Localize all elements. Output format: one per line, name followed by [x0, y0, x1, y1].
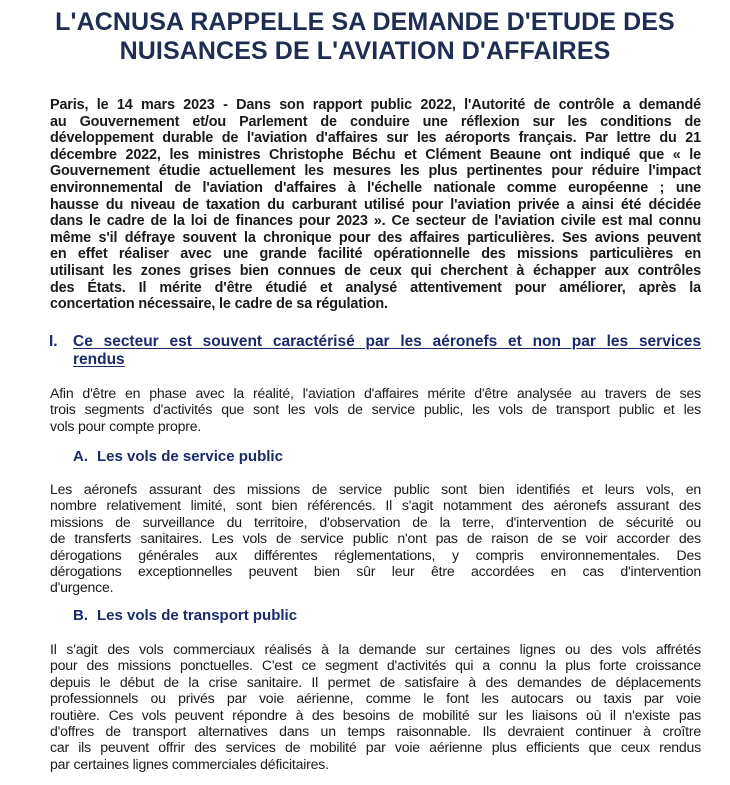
paragraph-line: Les aéronefs assurant des missions de service public sont bien identifiés et leurs vols, en [50, 481, 701, 497]
paragraph-line: Il s'agit des vols commerciaux réalisés à la demande sur certaines lignes ou des vols affrétés [50, 641, 701, 657]
paragraph-line: vols pour compte propre. [50, 417, 202, 434]
subsection-heading-a [73, 448, 283, 466]
intro-line: décembre 2022, les ministres Christophe Béchu et Clément Beaune ont indiqué que « le [50, 146, 701, 163]
paragraph-line: missions de surveillance du territoire, d'observation de la terre, d'intervention de sécurité ou [50, 513, 701, 530]
title-line: L'ACNUSA RAPPELLE SA DEMANDE D'ETUDE DES [55, 8, 675, 36]
intro-line: même s'il défraye souvent la chronique pour des affaires particulières. Ses avions peuvent [50, 229, 701, 246]
paragraph-line: Afin d'être en phase avec la réalité, l'aviation d'affaires mérite d'être analysée au travers de ses [50, 385, 701, 401]
paragraph-line: trois segments d'activités que sont les vols de service public, les vols de transport public et les [50, 401, 701, 418]
intro-paragraph [50, 97, 701, 313]
intro-line: au Gouvernement et/ou Parlement de conduire une réflexion sur les conditions de [50, 113, 701, 130]
paragraph-line: de transferts sanitaires. Les vols de service public n'ont pas de raison de se voir accorder des [50, 530, 701, 547]
paragraph-line: nombre relativement limité, sont bien référencés. Il s'agit notamment des aéronefs assurant des [50, 497, 701, 514]
subsection-letter: A. [73, 448, 88, 465]
intro-line: développement durable de l'aviation d'affaires sur les aéroports français. Par lettre du 21 [50, 130, 701, 147]
subsection-title: Les vols de service public [97, 448, 283, 465]
paragraph-line: d'offres de transport alternatives dans un temps raisonnable. Ils devraient continuer à croître [50, 723, 701, 740]
section-title-line: Ce secteur est souvent caractérisé par les aéronefs et non par les services [73, 333, 701, 350]
paragraph-line: car ils peuvent offrir des services de mobilité par voie aérienne plus efficients que ceux rendus [50, 739, 701, 756]
section-title-line: rendus [73, 351, 125, 368]
intro-line: concertation nécessaire, le cadre de sa régulation. [50, 296, 388, 313]
paragraph-line: routière. Ces vols peuvent répondre à des besoins de mobilité sur les liaisons où il n'existe pas [50, 706, 701, 723]
intro-line: Paris, le 14 mars 2023 - Dans son rapport public 2022, l'Autorité de contrôle a demandé [50, 97, 701, 113]
paragraph-line: professionnels ou privés par voie aérienne, comme le font les autocars ou taxis par voie [50, 690, 701, 707]
paragraph-line: par certaines lignes commerciales déficitaires. [50, 755, 329, 772]
intro-line: environnemental de l'aviation d'affaires à l'échelle nationale comme européenne ; une [50, 179, 701, 196]
paragraph-line: pour des missions ponctuelles. C'est ce segment d'activités qui a connu la plus forte croissance [50, 657, 701, 674]
intro-line: Gouvernement étudie actuellement les mesures les plus pertinentes pour réduire l'impact [50, 163, 701, 180]
subsection-title: Les vols de transport public [97, 607, 298, 624]
title-line: NUISANCES DE L'AVIATION D'AFFAIRES [119, 37, 611, 65]
intro-line: des États. Il mérite d'être étudié et analysé attentivement pour améliorer, après la [50, 279, 701, 296]
intro-line: en effet réaliser avec une grande facilité opérationnelle des missions particulières en [50, 246, 701, 263]
paragraph-line: dérogations générales aux différentes réglementations, y compris environnementales. Des [50, 546, 701, 563]
document-title [0, 8, 730, 66]
section-number: I. [49, 333, 58, 350]
intro-line: utilisant les zones grises bien connues de ceux qui cherchent à échapper aux contrôles [50, 262, 701, 279]
subsection-a-paragraph [50, 481, 701, 596]
section-1-paragraph [50, 385, 701, 434]
intro-line: hausse du niveau de taxation du carburant utilisé pour l'aviation privée a ainsi été décidée [50, 196, 701, 213]
paragraph-line: dérogations exceptionnelles peuvent bien sûr leur être accordées en cas d'intervention [50, 563, 701, 580]
subsection-heading-b [73, 607, 297, 625]
paragraph-line: depuis le début de la crise sanitaire. Il permet de satisfaire à des demandes de déplacements [50, 673, 701, 690]
subsection-letter: B. [73, 607, 88, 624]
paragraph-line: d'urgence. [50, 579, 114, 596]
section-title [73, 333, 701, 369]
intro-line: dans le cadre de la loi de finances pour 2023 ». Ce secteur de l'aviation civile est mal connu [50, 213, 701, 230]
subsection-b-paragraph [50, 641, 701, 772]
